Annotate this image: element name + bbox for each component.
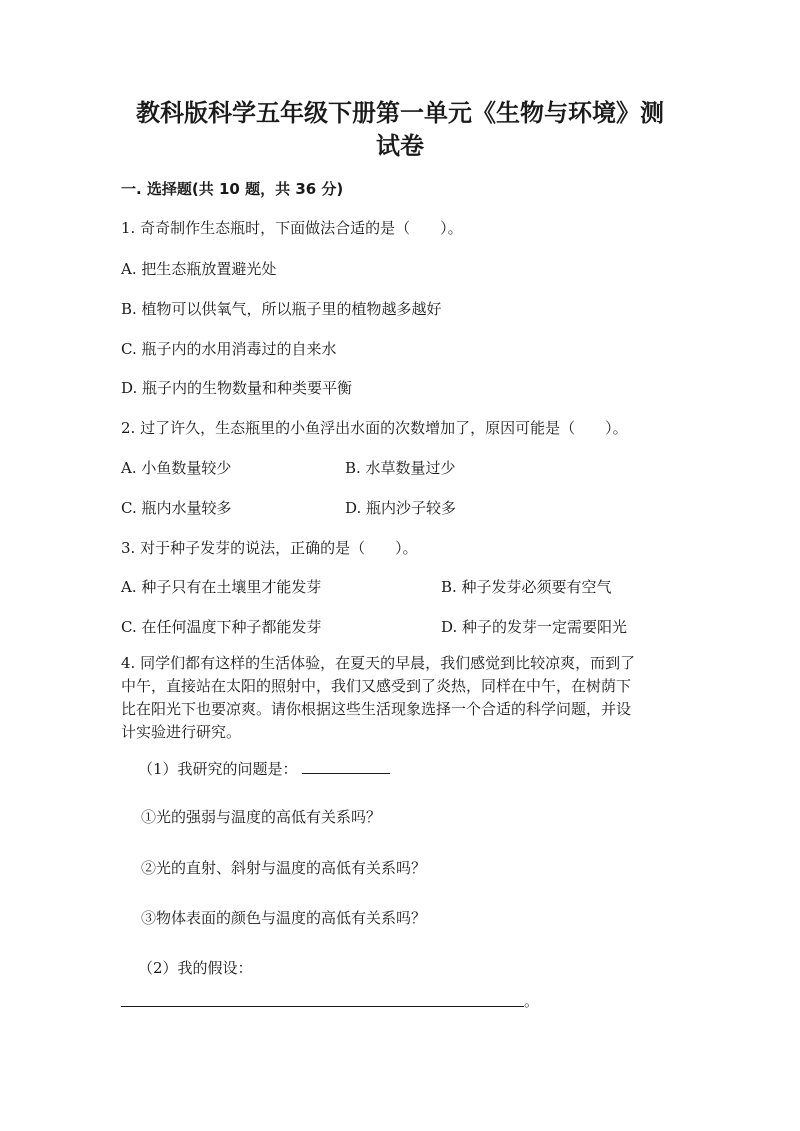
q3-option-b: B. 种子发芽必须要有空气 <box>441 578 612 596</box>
q4-part2-label: （2）我的假设： <box>138 959 253 977</box>
q3-option-c: C. 在任何温度下种子都能发芽 <box>121 618 322 636</box>
q4-part1-label: （1）我研究的问题是： <box>138 760 298 778</box>
q3-option-a: A. 种子只有在土壤里才能发芽 <box>121 578 322 596</box>
exam-title-line-2: 试卷 <box>376 132 424 160</box>
q4-hypothesis-answer-line[interactable] <box>121 1006 524 1007</box>
q4-stem-line-2: 中午，直接站在太阳的照射中，我们又感受到了炎热，同样在中午，在树荫下 <box>121 677 632 695</box>
q4-choice-1: ①光的强弱与温度的高低有关系吗？ <box>141 808 382 826</box>
q3-option-d: D. 种子的发芽一定需要阳光 <box>441 618 628 636</box>
q1-option-d: D. 瓶子内的生物数量和种类要平衡 <box>121 379 353 397</box>
section-header: 一. 选择题(共 10 题，共 36 分) <box>121 180 344 198</box>
q1-option-c: C. 瓶子内的水用消毒过的自来水 <box>121 340 337 358</box>
q2-option-a: A. 小鱼数量较少 <box>121 459 232 477</box>
q1-option-a: A. 把生态瓶放置避光处 <box>121 260 277 278</box>
q4-part1-blank[interactable] <box>302 759 390 774</box>
q4-choice-3: ③物体表面的颜色与温度的高低有关系吗？ <box>141 909 427 927</box>
q3-stem: 3. 对于种子发芽的说法，正确的是（ ）。 <box>121 539 418 557</box>
q4-choice-2: ②光的直射、斜射与温度的高低有关系吗？ <box>141 859 427 877</box>
q4-hypothesis-end-mark: 。 <box>524 992 540 1010</box>
q1-option-b: B. 植物可以供氧气，所以瓶子里的植物越多越好 <box>121 300 442 318</box>
q4-stem-line-1: 4. 同学们都有这样的生活体验，在夏天的早晨，我们感觉到比较凉爽，而到了 <box>121 654 636 672</box>
q2-option-b: B. 水草数量过少 <box>345 459 456 477</box>
q4-part1 <box>138 758 390 780</box>
q2-option-d: D. 瓶内沙子较多 <box>345 499 457 517</box>
q1-stem: 1. 奇奇制作生态瓶时，下面做法合适的是（ ）。 <box>121 219 463 237</box>
q2-option-c: C. 瓶内水量较多 <box>121 499 232 517</box>
exam-title-line-1: 教科版科学五年级下册第一单元《生物与环境》测 <box>136 99 664 127</box>
q2-stem: 2. 过了许久，生态瓶里的小鱼浮出水面的次数增加了，原因可能是（ ）。 <box>121 419 628 437</box>
q4-stem-line-3: 比在阳光下也要凉爽。请你根据这些生活现象选择一个合适的科学问题，并设 <box>121 700 632 718</box>
q4-stem-line-4: 计实验进行研究。 <box>121 723 242 741</box>
